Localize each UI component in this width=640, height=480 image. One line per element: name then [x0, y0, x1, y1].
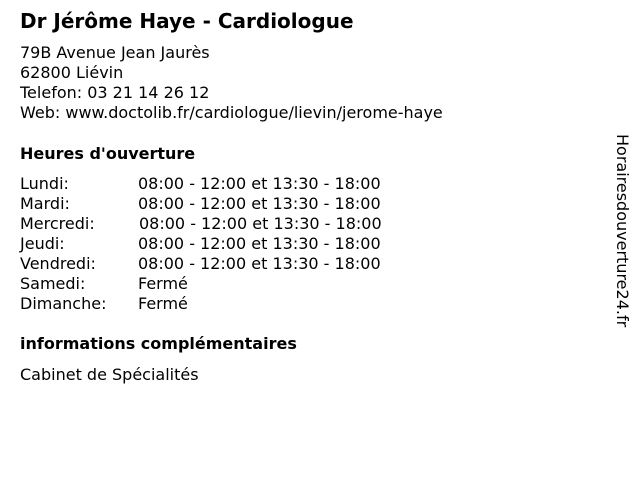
hours-time: 08:00 - 12:00 et 13:30 - 18:00	[139, 214, 382, 233]
additional-info-heading: informations complémentaires	[20, 334, 297, 353]
site-watermark: Horairesdouverture24.fr	[613, 134, 632, 328]
phone-number: Telefon: 03 21 14 26 12	[20, 83, 210, 102]
hours-day: Vendredi:	[20, 254, 96, 273]
hours-day: Mercredi:	[20, 214, 95, 233]
street-address: 79B Avenue Jean Jaurès	[20, 43, 210, 62]
hours-day: Samedi:	[20, 274, 86, 293]
hours-time: 08:00 - 12:00 et 13:30 - 18:00	[138, 234, 381, 253]
hours-day: Mardi:	[20, 194, 70, 213]
hours-time: Fermé	[138, 274, 188, 293]
website-link[interactable]: Web: www.doctolib.fr/cardiologue/lievin/jerome-haye	[20, 103, 443, 122]
hours-row-mercredi	[20, 214, 382, 234]
hours-row-mardi	[20, 194, 382, 214]
page-title: Dr Jérôme Haye - Cardiologue	[20, 9, 354, 33]
hours-row-vendredi	[20, 254, 382, 274]
hours-day: Dimanche:	[20, 294, 107, 313]
hours-time: 08:00 - 12:00 et 13:30 - 18:00	[138, 194, 381, 213]
hours-time: Fermé	[138, 294, 188, 313]
hours-row-samedi	[20, 274, 382, 294]
city-address: 62800 Liévin	[20, 63, 124, 82]
hours-row-lundi	[20, 174, 382, 194]
hours-day: Jeudi:	[20, 234, 65, 253]
address-block	[20, 43, 443, 123]
hours-row-dimanche	[20, 294, 382, 314]
hours-row-jeudi	[20, 234, 382, 254]
opening-hours-heading: Heures d'ouverture	[20, 144, 196, 163]
additional-info-text: Cabinet de Spécialités	[20, 365, 199, 384]
opening-hours-table	[20, 174, 382, 314]
hours-day: Lundi:	[20, 174, 69, 193]
hours-time: 08:00 - 12:00 et 13:30 - 18:00	[138, 174, 381, 193]
hours-time: 08:00 - 12:00 et 13:30 - 18:00	[138, 254, 381, 273]
